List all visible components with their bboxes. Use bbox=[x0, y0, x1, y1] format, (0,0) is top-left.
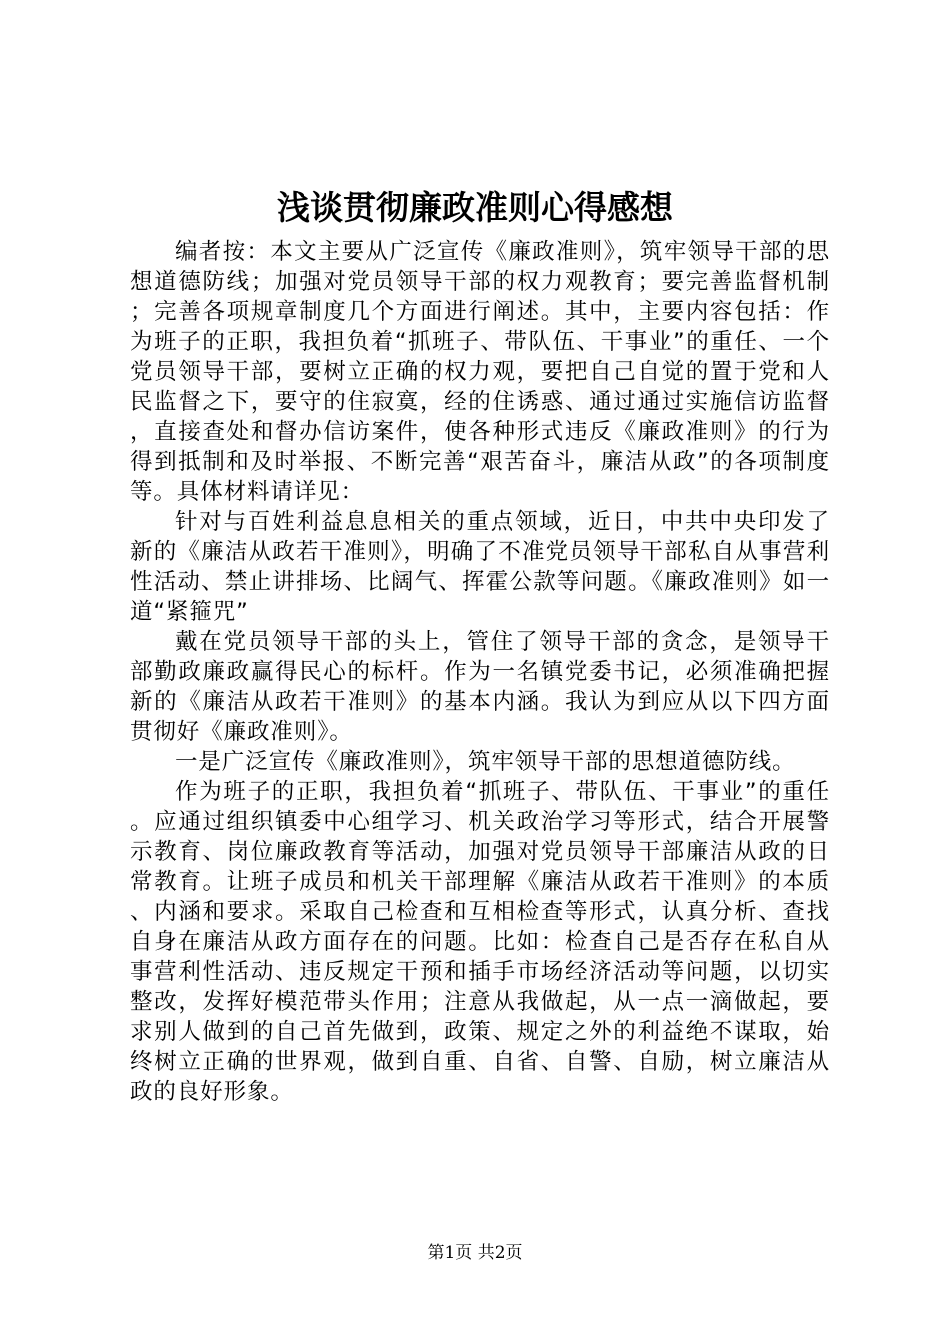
document-body bbox=[130, 237, 830, 1107]
paragraph: 针对与百姓利益息息相关的重点领域，近日，中共中央印发了新的《廉洁从政若干准则》，明确了不准党员领导干部私自从事营利性活动、禁止讲排场、比阔气、挥霍公款等问题。《廉政准则》如一道“紧箍咒” bbox=[130, 509, 830, 625]
page-footer: 第1页 共2页 bbox=[427, 1243, 523, 1263]
paragraph: 作为班子的正职，我担负着“抓班子、带队伍、干事业”的重任。应通过组织镇委中心组学习、机关政治学习等形式，结合开展警示教育、岗位廉政教育等活动，加强对党员领导干部廉洁从政的日常教育。让班子成员和机关干部理解《廉洁从政若干准则》的本质、内涵和要求。采取自己检查和互相检查等形式，认真分析、查找自身在廉洁从政方面存在的问题。比如：检查自己是否存在私自从事营利性活动、违反规定干预和插手市场经济活动等问题，以切实整改，发挥好模范带头作用；注意从我做起，从一点一滴做起，要求别人做到的自己首先做到，政策、规定之外的利益绝不谋取，始终树立正确的世界观，做到自重、自省、自警、自励，树立廉洁从政的良好形象。 bbox=[130, 779, 830, 1105]
paragraph: 戴在党员领导干部的头上，管住了领导干部的贪念，是领导干部勤政廉政赢得民心的标杆。作为一名镇党委书记，必须准确把握新的《廉洁从政若干准则》的基本内涵。我认为到应从以下四方面贯彻好《廉政准则》。 bbox=[130, 629, 830, 745]
document-title: 浅谈贯彻廉政准则心得感想 bbox=[277, 188, 673, 227]
paragraph-heading: 一是广泛宣传《廉政准则》，筑牢领导干部的思想道德防线。 bbox=[175, 749, 796, 775]
paragraph-editor-note: 编者按：本文主要从广泛宣传《廉政准则》，筑牢领导干部的思想道德防线；加强对党员领导干部的权力观教育；要完善监督机制；完善各项规章制度几个方面进行阐述。其中，主要内容包括：作为班子的正职，我担负着“抓班子、带队伍、干事业”的重任、一个党员领导干部，要树立正确的权力观，要把自己自觉的置于党和人民监督之下，要守的住寂寞，经的住诱惑、通过通过实施信访监督，直接查处和督办信访案件，使各种形式违反《廉政准则》的行为得到抵制和及时举报、不断完善“艰苦奋斗，廉洁从政”的各项制度等。具体材料请详见： bbox=[130, 239, 830, 505]
